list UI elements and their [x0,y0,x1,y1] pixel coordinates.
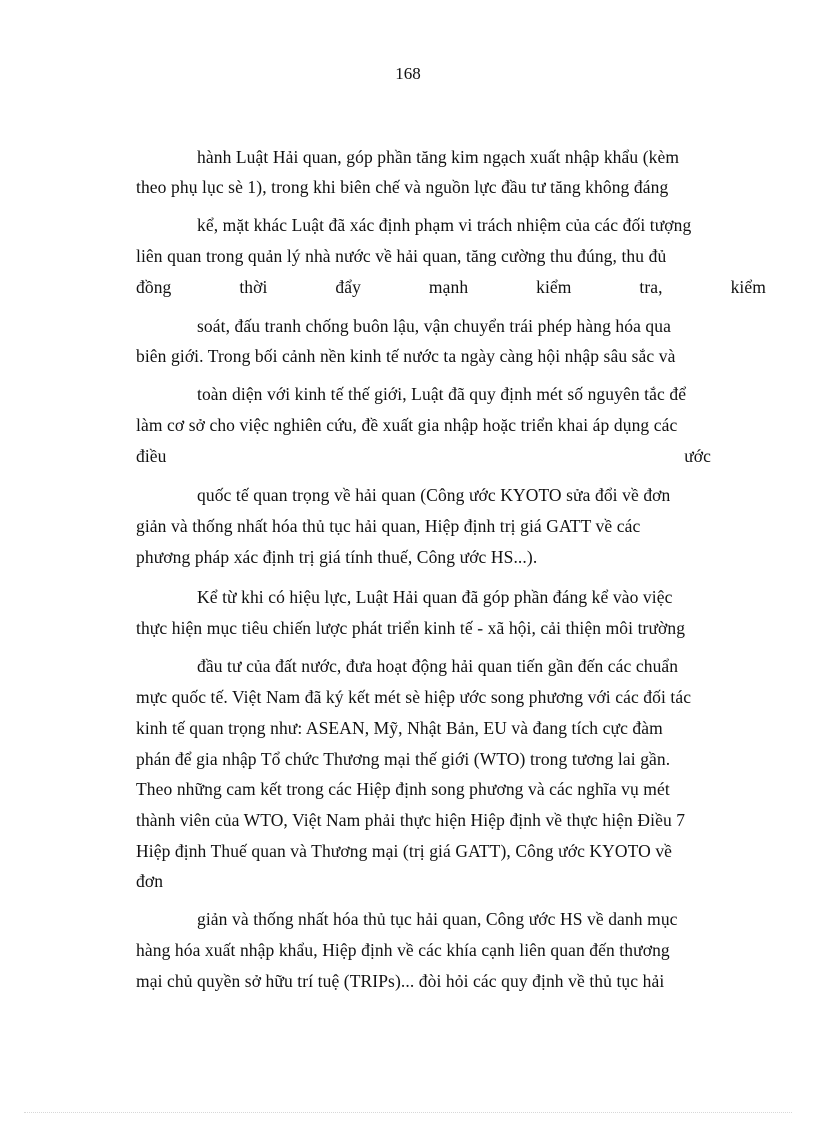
justified-text-line [136,445,711,467]
text-line: làm cơ sở cho việc nghiên cứu, đề xuất gia nhập hoặc triển khai áp dụng các [136,415,678,435]
text-line: Hiệp định Thuế quan và Thương mại (trị giá GATT), Công ước KYOTO về [136,841,673,861]
word: kiểm [730,277,766,297]
text-line: giản và thống nhất hóa thủ tục hải quan, Hiệp định trị giá GATT về các [136,516,641,536]
word: mạnh [428,277,469,297]
text-line: toàn diện với kinh tế thế giới, Luật đã quy định mét số nguyên tắc để [197,384,687,404]
word: tra, [639,277,663,297]
text-line: mại chủ quyền sở hữu trí tuệ (TRIPs)... đòi hỏi các quy định về thủ tục hải [136,971,665,991]
word: đồng [136,277,172,297]
word: ước [684,446,711,466]
text-line: kinh tế quan trọng như: ASEAN, Mỹ, Nhật Bản, EU và đang tích cực đàm [136,718,663,738]
text-line: hành Luật Hải quan, góp phần tăng kim ngạch xuất nhập khẩu (kèm [197,147,680,167]
word: thời [239,277,268,297]
text-line: giản và thống nhất hóa thủ tục hải quan, Công ước HS về danh mục [197,909,678,929]
text-line: liên quan trong quản lý nhà nước về hải quan, tăng cường thu đúng, thu đủ [136,246,667,266]
text-line: Kể từ khi có hiệu lực, Luật Hải quan đã góp phần đáng kể vào việc [197,587,673,607]
text-line: phương pháp xác định trị giá tính thuế, Công ước HS...). [136,547,538,567]
text-line: theo phụ lục sè 1), trong khi biên chế và nguồn lực đầu tư tăng không đáng [136,177,669,197]
page-bottom-rule [24,1112,792,1113]
word: đẩy [335,277,361,297]
text-line: hàng hóa xuất nhập khẩu, Hiệp định về các khía cạnh liên quan đến thương [136,940,670,960]
word: điều [136,446,167,466]
text-line: phán để gia nhập Tổ chức Thương mại thế giới (WTO) trong tương lai gần. [136,749,671,769]
text-line: Theo những cam kết trong các Hiệp định song phương và các nghĩa vụ mét [136,779,670,799]
text-line: thực hiện mục tiêu chiến lược phát triển kinh tế - xã hội, cải thiện môi trường [136,618,686,638]
text-line: quốc tế quan trọng về hải quan (Công ước KYOTO sửa đổi về đơn [197,485,671,505]
word: kiểm [536,277,572,297]
text-line: đầu tư của đất nước, đưa hoạt động hải quan tiến gần đến các chuẩn [197,656,679,676]
text-line: mực quốc tế. Việt Nam đã ký kết mét sè hiệp ước song phương với các đối tác [136,687,692,707]
justified-text-line [136,276,766,298]
text-line: soát, đấu tranh chống buôn lậu, vận chuyển trái phép hàng hóa qua [197,316,672,336]
text-line: thành viên của WTO, Việt Nam phải thực hiện Hiệp định về thực hiện Điều 7 [136,810,686,830]
text-line: biên giới. Trong bối cảnh nền kinh tế nước ta ngày càng hội nhập sâu sắc và [136,346,676,366]
text-line: đơn [136,871,164,891]
page-number: 168 [395,64,421,83]
text-line: kể, mặt khác Luật đã xác định phạm vi trách nhiệm của các đối tượng [197,215,692,235]
